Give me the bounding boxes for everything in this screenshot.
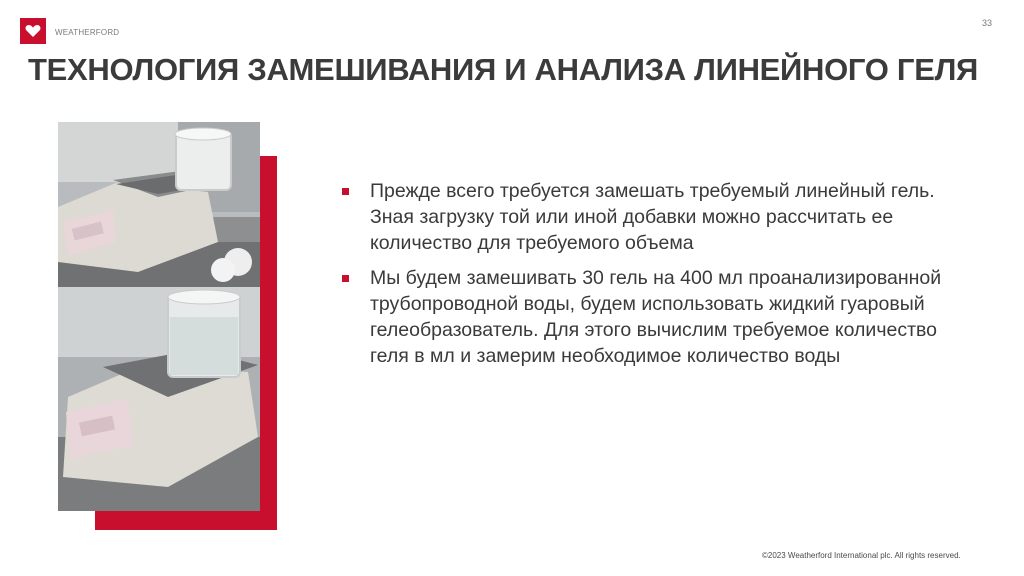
heart-icon [25, 24, 41, 38]
bullet-item-1 [342, 178, 942, 256]
square-bullet-icon [342, 188, 349, 195]
brand-name: WEATHERFORD [55, 28, 120, 37]
bullet-text: Мы будем замешивать 30 гель на 400 мл проанализированной трубопроводной воды, будем использовать жидкий гуаровый гелеобразователь. Для этого вычислим требуемое количество геля в мл и замерим необходимое количество воды [370, 267, 942, 367]
top-photo [58, 122, 260, 287]
weatherford-logo [20, 18, 46, 44]
bullet-list [342, 178, 942, 378]
bullet-text: Прежде всего требуется замешать требуемый линейный гель. Зная загрузку той или иной добавки можно рассчитать ее количество для требуемого объема [370, 180, 935, 254]
copyright-footer: ©2023 Weatherford International plc. All rights reserved. [762, 551, 961, 560]
bottom-photo [58, 287, 260, 511]
bullet-item-2 [342, 265, 942, 369]
square-bullet-icon [342, 275, 349, 282]
slide-title: ТЕХНОЛОГИЯ ЗАМЕШИВАНИЯ И АНАЛИЗА ЛИНЕЙНОГО ГЕЛЯ [28, 52, 979, 87]
page-number: 33 [982, 18, 993, 28]
